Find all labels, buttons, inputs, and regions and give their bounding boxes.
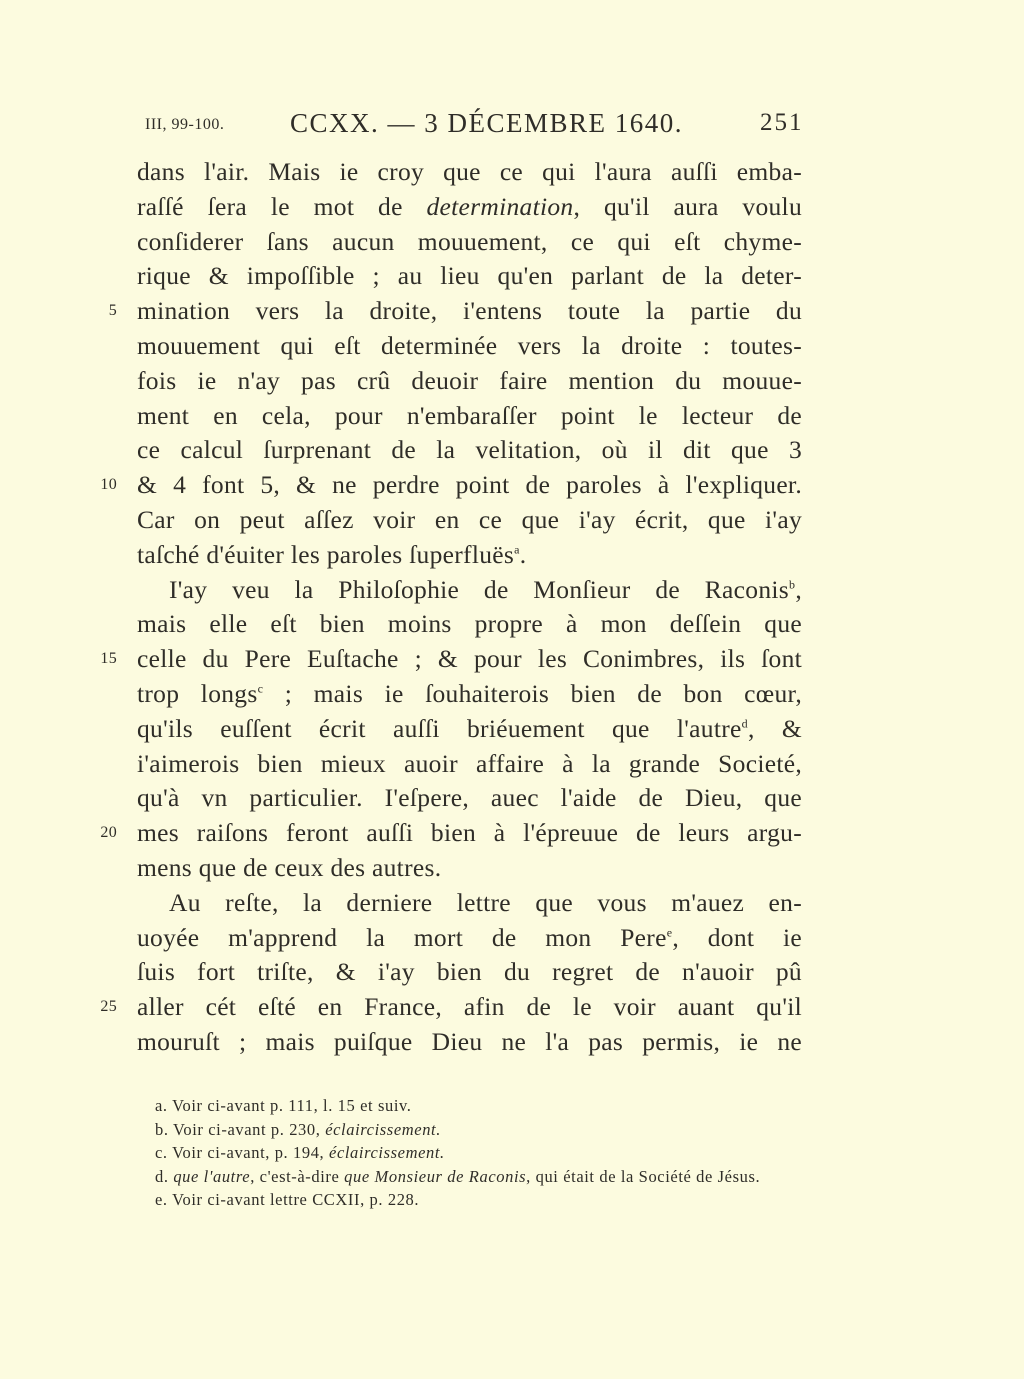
text-run: b. Voir ci-avant p. 230, — [155, 1119, 326, 1139]
text-run: , qu'il aura voulu — [573, 191, 802, 221]
italic-text: que l'autre — [173, 1166, 251, 1186]
text-run: celle du Pere Euſtache ; & pour les Conimbres, ils ſont — [137, 644, 802, 674]
text-run: e. Voir ci-avant lettre CCXII, p. 228. — [155, 1190, 420, 1210]
text-run: qu'ils euſſent écrit auſſi briéuement que l'autre — [137, 713, 742, 743]
text-run: mouuement qui eſt determinée vers la droite : toutes- — [137, 330, 802, 360]
text-run: I'ay veu la Philoſophie de Monſieur de Raconis — [169, 574, 789, 604]
text-run: c. Voir ci-avant, p. 194, — [155, 1143, 330, 1163]
text-run: ce calcul ſurprenant de la velitation, où il dit que 3 — [137, 435, 802, 465]
text-line — [100, 642, 802, 677]
text-run: d. — [155, 1166, 174, 1186]
text-run: dans l'air. Mais ie croy que ce qui l'aura auſſi emba- — [137, 157, 802, 186]
text-line — [137, 329, 802, 364]
text-line — [137, 538, 802, 573]
letter-heading: CCXX. — 3 DÉCEMBRE 1640. — [290, 108, 684, 138]
footnote — [137, 1118, 792, 1142]
footnote-marker: e — [666, 925, 673, 940]
text-run: , dont ie — [672, 922, 802, 952]
footnote — [137, 1094, 792, 1118]
text-run: mais elle eſt bien moins propre à mon deſſein que — [137, 609, 802, 639]
text-line — [137, 364, 802, 399]
text-line — [137, 399, 802, 434]
text-run: qu'à vn particulier. I'eſpere, auec l'aide de Dieu, que — [137, 783, 802, 813]
text-line — [137, 781, 802, 816]
line-number: 10 — [100, 476, 117, 494]
text-run: conſiderer ſans aucun mouuement, ce qui eſt chyme- — [137, 226, 802, 256]
text-run: ; mais ie ſouhaiterois bien de bon cœur, — [263, 678, 802, 708]
footnote — [137, 1165, 792, 1189]
text-run: aller cét eſté en France, afin de le voir auant qu'il — [137, 992, 802, 1022]
text-line — [137, 155, 802, 190]
footnote — [137, 1188, 792, 1212]
text-run: , & — [747, 713, 802, 743]
line-number: 15 — [100, 650, 117, 668]
line-number: 20 — [100, 824, 117, 842]
text-run: i'aimerois bien mieux auoir affaire à la grande Societé, — [137, 748, 802, 778]
footnotes — [137, 1094, 792, 1212]
italic-text: que Monsieur de Raconis — [344, 1166, 527, 1186]
italic-text: éclaircissement. — [325, 1119, 441, 1139]
text-run: trop longs — [137, 678, 258, 708]
text-run: & 4 font 5, & ne perdre point de paroles à l'expliquer. — [137, 470, 802, 500]
footnote-marker: c — [257, 681, 264, 696]
text-run: uoyée m'apprend la mort de mon Pere — [137, 922, 667, 952]
text-line — [137, 190, 802, 225]
letter-body — [100, 155, 802, 1060]
footnote — [137, 1141, 792, 1165]
text-run: , — [795, 574, 802, 604]
text-run: rique & impoſſible ; au lieu qu'en parlant de la deter- — [137, 261, 802, 291]
volume-reference: III, 99-100. — [145, 116, 225, 133]
line-number: 25 — [100, 998, 117, 1016]
text-run: mination vers la droite, i'entens toute la partie du — [137, 296, 802, 326]
page-number: 251 — [760, 109, 804, 136]
text-run: taſché d'éuiter les paroles ſuperfluës — [137, 539, 515, 569]
text-run: Au reſte, la derniere lettre que vous m'auez en- — [169, 887, 802, 917]
line-number: 5 — [108, 302, 117, 320]
text-run: Car on peut aſſez voir en ce que i'ay écrit, que i'ay — [137, 504, 802, 534]
footnote-marker: b — [789, 577, 796, 592]
text-run: a. Voir ci-avant p. 111, l. 15 et suiv. — [155, 1096, 412, 1115]
text-run: . — [519, 539, 527, 569]
running-header — [0, 108, 1024, 144]
text-line — [100, 468, 802, 503]
footnote-marker: d — [741, 716, 748, 731]
italic-text: éclaircissement. — [329, 1143, 445, 1163]
text-line — [137, 747, 802, 782]
text-run: mouruſt ; mais puiſque Dieu ne l'a pas permis, ie ne — [137, 1026, 802, 1056]
text-line — [137, 503, 802, 538]
text-line — [137, 607, 802, 642]
text-run: ment en cela, pour n'embaraſſer point le lecteur de — [137, 400, 802, 430]
footnote-marker: a — [514, 542, 520, 557]
text-line — [100, 990, 802, 1025]
text-line — [137, 573, 802, 608]
text-line — [137, 921, 802, 956]
text-line — [137, 886, 802, 921]
text-line — [137, 712, 802, 747]
text-line — [137, 259, 802, 294]
text-run: mes raiſons feront auſſi bien à l'épreuue de leurs argu- — [137, 818, 802, 848]
italic-text: determination — [426, 191, 574, 221]
text-run: fois ie n'ay pas crû deuoir faire mention du mouue- — [137, 365, 802, 395]
text-line — [108, 294, 802, 329]
text-line — [137, 955, 802, 990]
text-line — [137, 851, 802, 886]
text-run: , c'est-à-dire — [250, 1166, 345, 1186]
text-line — [100, 816, 802, 851]
text-run: mens que de ceux des autres. — [137, 852, 442, 882]
text-run: raſſé ſera le mot de — [137, 191, 427, 221]
text-line — [137, 677, 802, 712]
text-run: , qui était de la Société de Jésus. — [526, 1166, 761, 1186]
text-run: ſuis fort triſte, & i'ay bien du regret de n'auoir pû — [137, 957, 802, 987]
text-line — [137, 225, 802, 260]
text-line — [137, 433, 802, 468]
text-line — [137, 1025, 802, 1060]
